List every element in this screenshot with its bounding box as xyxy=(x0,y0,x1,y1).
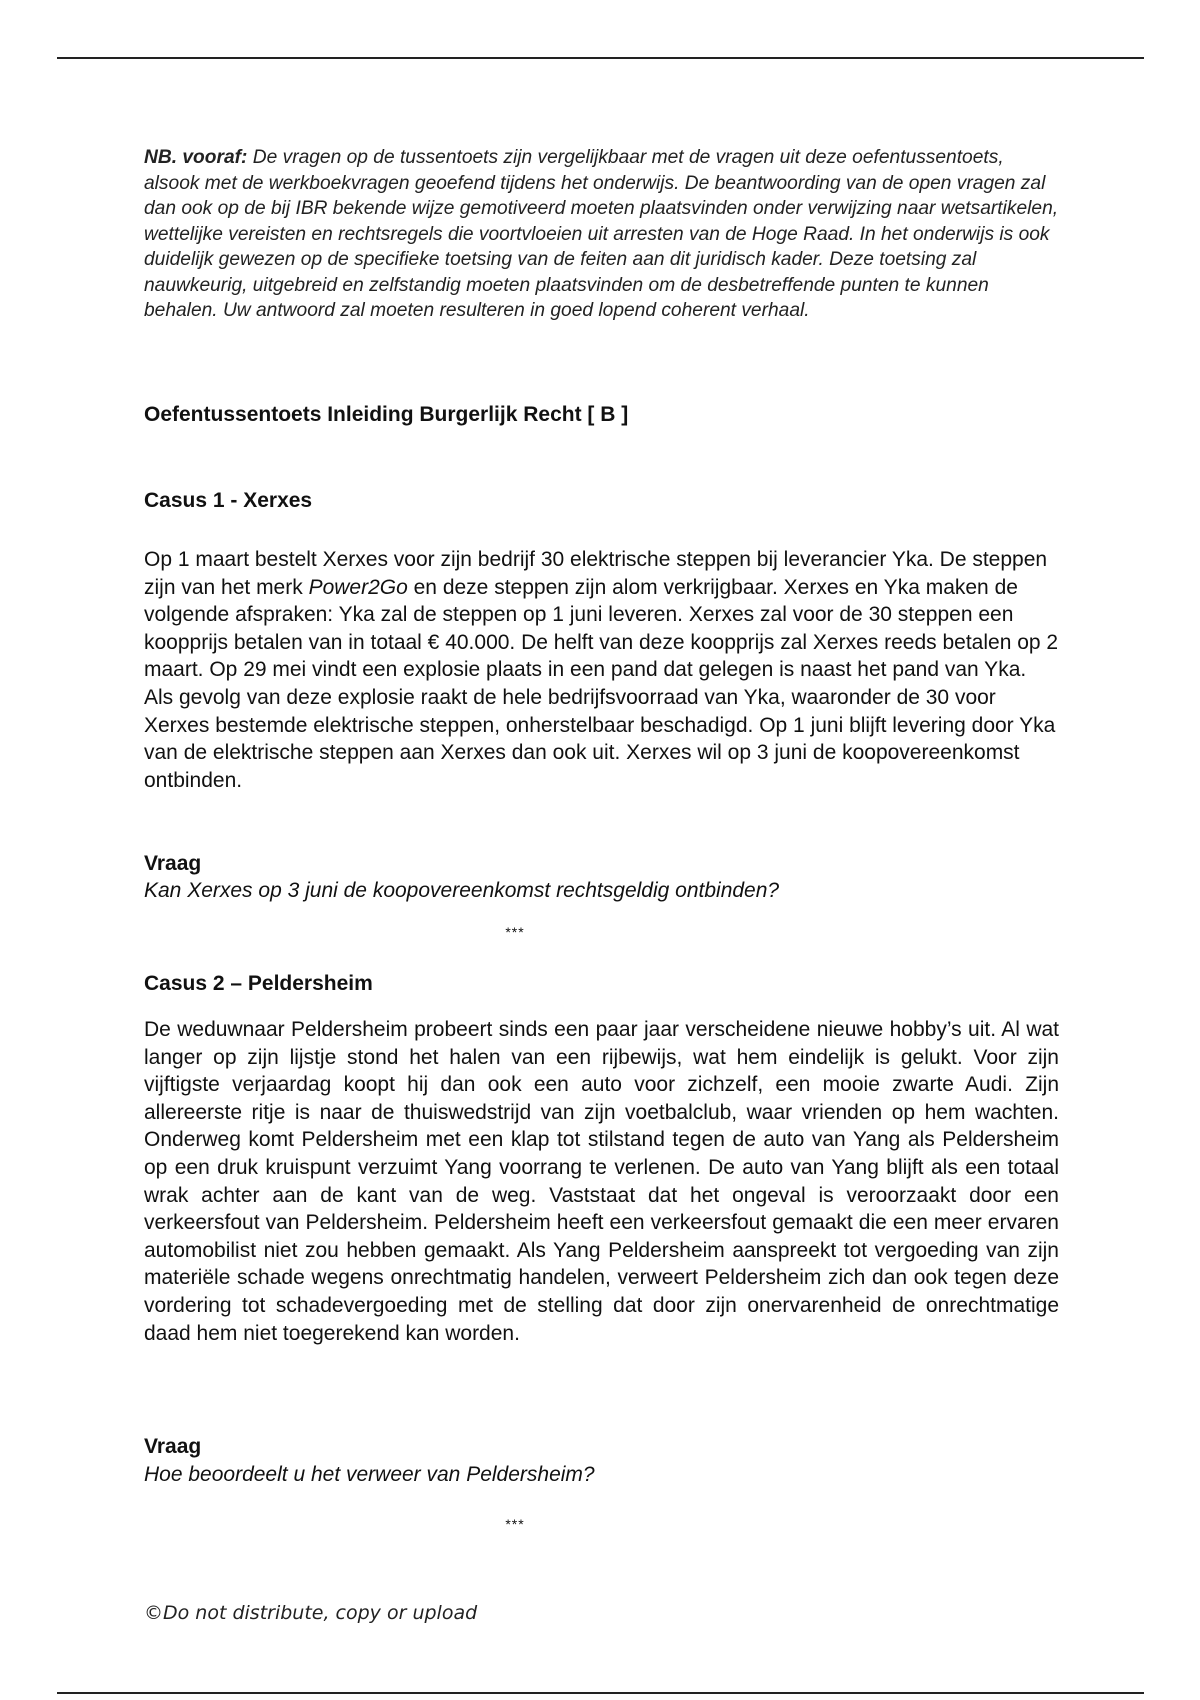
case-2-body: De weduwnaar Peldersheim probeert sinds een paar jaar verscheidene nieuwe hobby’s uit. Al wat langer op zijn lijstje stond het halen van een rijbewijs, wat hem eindelijk is gelukt. Voor zijn vijftigste verjaardag koopt hij dan ook een auto voor zichzelf, een mooie zwarte Audi. Zijn allereerste ritje is naar de thuiswedstrijd van zijn voetbalclub, waar vrienden op hem wachten. Onderweg komt Peldersheim met een klap tot stilstand tegen de auto van Yang als Peldersheim op een druk kruispunt verzuimt Yang voorrang te verlenen. De auto van Yang blijft als een totaal wrak achter aan de kant van de weg. Vaststaat dat het ongeval is veroorzaakt door een verkeersfout van Peldersheim. Peldersheim heeft een verkeersfout gemaakt die een meer ervaren automobilist niet zou hebben gemaakt. Als Yang Peldersheim aanspreekt tot vergoeding van zijn materiële schade wegens onrechtmatig handelen, verweert Peldersheim zich dan ook tegen deze vordering tot schadevergoeding met de stelling dat door zijn onervarenheid de onrechtmatige daad hem niet toegerekend kan worden. xyxy=(144,1018,1059,1345)
case-1-question: Kan Xerxes op 3 juni de koopovereenkomst rechtsgeldig ontbinden? xyxy=(144,879,780,902)
separator-2: *** xyxy=(505,1516,525,1532)
case-1-question-label: Vraag xyxy=(144,852,202,875)
bottom-rule xyxy=(57,1692,1144,1694)
case-1-title: Casus 1 - Xerxes xyxy=(144,489,313,512)
intro-note xyxy=(144,145,1059,324)
intro-note-text: De vragen op de tussentoets zijn vergelijkbaar met de vragen uit deze oefentussentoets, alsook met de werkboekvragen geoefend tijdens het onderwijs. De beantwoording van de open vragen zal dan ook op de bij IBR bekende wijze gemotiveerd moeten plaatsvinden onder verwijzing naar wetsartikelen, wettelijke vereisten en rechtsregels die voortvloeien uit arresten van de Hoge Raad. In het onderwijs is ook duidelijk gewezen op de specifieke toetsing van de feiten aan dit juridisch kader. Deze toetsing zal nauwkeurig, uitgebreid en zelfstandig moeten plaatsvinden om de desbetreffende punten te kunnen behalen. Uw antwoord zal moeten resulteren in goed lopend coherent verhaal. xyxy=(144,147,1059,321)
intro-note-lead: NB. vooraf: xyxy=(144,147,248,168)
separator-1: *** xyxy=(505,924,525,940)
case-1-text-a: Op 1 maart bestelt Xerxes voor zijn bedrijf 30 elektrische steppen bij leverancier Yka. De steppen zijn van het merk xyxy=(144,548,1048,599)
case-2-question: Hoe beoordeelt u het verweer van Peldersheim? xyxy=(144,1463,595,1486)
top-rule xyxy=(57,57,1144,59)
case-2-title: Casus 2 – Peldersheim xyxy=(144,972,373,995)
copyright-footer: ©Do not distribute, copy or upload xyxy=(144,1602,478,1624)
case-1-body xyxy=(144,546,1059,794)
case-2-question-label: Vraag xyxy=(144,1435,202,1458)
case-1-text-b: en deze steppen zijn alom verkrijgbaar. Xerxes en Yka maken de volgende afspraken: Yka zal de steppen op 1 juni leveren. Xerxes zal voor de 30 steppen een koopprijs betalen van in totaal € 40.000. De helft van deze koopprijs zal Xerxes reeds betalen op 2 maart. Op 29 mei vindt een explosie plaats in een pand dat gelegen is naast het pand van Yka. Als gevolg van deze explosie raakt de hele bedrijfsvoorraad van Yka, waaronder de 30 voor Xerxes bestemde elektrische steppen, onherstelbaar beschadigd. Op 1 juni blijft levering door Yka van de elektrische steppen aan Xerxes dan ook uit. Xerxes wil op 3 juni de koopovereenkomst ontbinden. xyxy=(144,575,1059,792)
document-title: Oefentussentoets Inleiding Burgerlijk Recht [ B ] xyxy=(144,403,629,426)
case-1-brand: Power2Go xyxy=(308,575,408,599)
